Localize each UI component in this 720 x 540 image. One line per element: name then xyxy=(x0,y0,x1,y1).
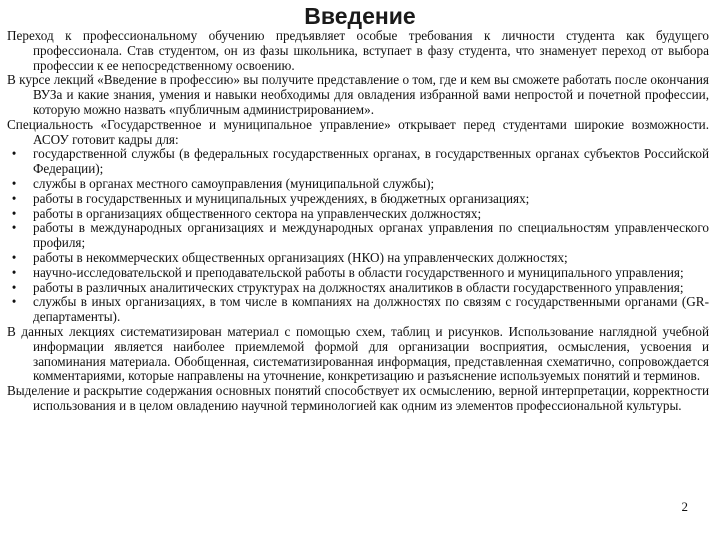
slide-content xyxy=(7,29,709,414)
bullet-text: работы в международных организациях и международных органах управления по специальностям управленческого профиля; xyxy=(33,220,709,251)
bullet-text: службы в органах местного самоуправления (муниципальной службы); xyxy=(33,175,435,191)
paragraph-concepts: Выделение и раскрытие содержания основных понятий способствует их осмыслению, верной интерпретации, корректности использования и в целом овладению научной терминологией как одним из элементов профессиональной культуры. xyxy=(7,383,709,413)
bullet-icon: • xyxy=(11,294,17,310)
bullet-item-institutions xyxy=(7,192,709,207)
bullet-icon: • xyxy=(11,146,17,162)
bullet-item-state-service xyxy=(7,147,709,177)
bullet-text: работы в различных аналитических структурах на должностях аналитиков в области государственного управления; xyxy=(33,279,684,295)
bullet-icon: • xyxy=(11,279,17,295)
paragraph-course: В курсе лекций «Введение в профессию» вы получите представление о том, где и кем вы сможете работать после окончания ВУЗа и какие знания, умения и навыки необходимы для овладения избранной вами непростой и почетной профессии, которую можно назвать «публичным администрированием». xyxy=(7,72,709,117)
bullet-icon: • xyxy=(11,264,17,280)
bullet-text: работы в некоммерческих общественных организациях (НКО) на управленческих должностях; xyxy=(33,249,568,265)
paragraph-specialty: Специальность «Государственное и муниципальное управление» открывает перед студентами широкие возможности. АСОУ готовит кадры для: xyxy=(7,116,709,147)
bullet-text: научно-исследовательской и преподавательской работы в области государственного и муниципального управления; xyxy=(33,264,684,280)
bullet-icon: • xyxy=(11,190,17,206)
bullet-text: работы в государственных и муниципальных учреждениях, в бюджетных организациях; xyxy=(33,190,530,206)
paragraph-materials: В данных лекциях систематизирован материал с помощью схем, таблиц и рисунков. Использование наглядной учебной информации является наиболее приемлемой формой для организации восприятия, осмысления, усвоения и запоминания материала. Обобщенная, систематизированная информация, представленная схематично, сопровождается комментариями, которые направлены на уточнение, конкретизацию и разъяснение используемых понятий и терминов. xyxy=(7,323,709,384)
slide-title: Введение xyxy=(304,3,416,29)
paragraph-intro: Переход к профессиональному обучению предъявляет особые требования к личности студента как будущего профессионала. Став студентом, он из фазы школьника, вступает в фазу студента, что знаменует переход от выбора профессии к ее непосредственному освоению. xyxy=(7,28,709,73)
bullet-item-public-sector xyxy=(7,207,709,222)
bullet-text: работы в организациях общественного сектора на управленческих должностях; xyxy=(33,205,482,221)
page-number: 2 xyxy=(681,499,688,514)
bullet-icon: • xyxy=(11,249,17,265)
bullet-icon: • xyxy=(11,175,17,191)
bullet-item-analytics xyxy=(7,281,709,296)
bullet-item-research xyxy=(7,266,709,281)
bullet-icon: • xyxy=(11,205,17,221)
bullet-item-nko xyxy=(7,251,709,266)
bullet-item-international xyxy=(7,221,709,251)
bullet-text: государственной службы (в федеральных государственных органах, в государственных органах субъектов Российской Федерации); xyxy=(33,146,709,177)
bullet-item-gr xyxy=(7,295,709,325)
bullet-icon: • xyxy=(11,220,17,236)
bullet-text: службы в иных организациях, в том числе в компаниях на должностях по связям с государственными органами (GR-департаменты). xyxy=(33,294,709,325)
bullet-item-municipal-service xyxy=(7,177,709,192)
